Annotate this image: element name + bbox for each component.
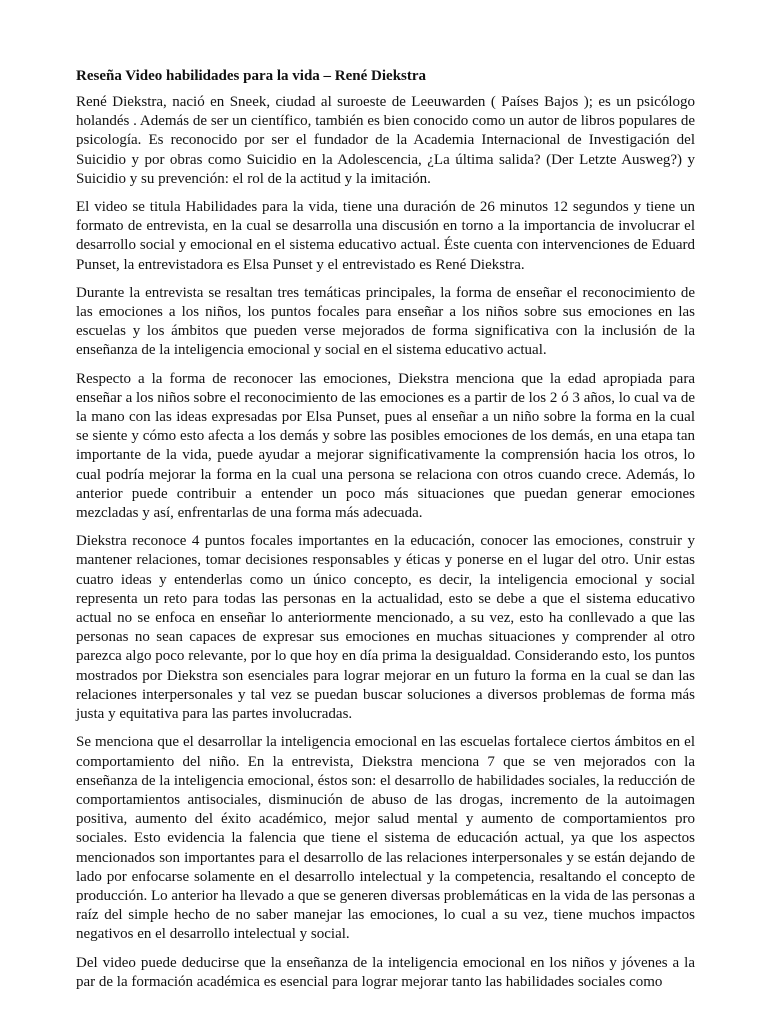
- document-title: Reseña Video habilidades para la vida – René Diekstra: [76, 68, 427, 84]
- paragraph-video-description: El video se titula Habilidades para la vida, tiene una duración de 26 minutos 12 segundos y tiene un formato de entrevista, en la cual se desarrolla una discusión en torno a la importancia de involucrar el desarrollo social y emocional en el sistema educativo actual. Éste cuenta con intervenciones de Eduard Punset, la entrevistadora es Elsa Punset y el entrevistado es René Diekstra.: [76, 199, 695, 273]
- paragraph-main-themes: Durante la entrevista se resaltan tres temáticas principales, la forma de enseñar el reconocimiento de las emociones a los niños, los puntos focales para enseñar a los niños sobre sus emociones en las escuelas y los ámbitos que pueden verse mejorados de forma significativa con la inclusión de la enseñanza de la inteligencia emocional y social en el sistema educativo actual.: [76, 284, 695, 359]
- paragraph-author-bio: René Diekstra, nació en Sneek, ciudad al suroeste de Leeuwarden ( Países Bajos ); es un psicólogo holandés . Además de ser un científico, también es bien conocido como un autor de libros populares de psicología. Es reconocido por ser el fundador de la Academia Internacional de Investigación del Suicidio y por obras como Suicidio en la Adolescencia, ¿La última salida? (Der Letzte Ausweg?) y Suicidio y su prevención: el rol de la actitud y la imitación.: [76, 94, 695, 187]
- document-page: [76, 66, 695, 1001]
- paragraph-focal-points: Diekstra reconoce 4 puntos focales importantes en la educación, conocer las emociones, construir y mantener relaciones, tomar decisiones responsables y éticas y ponerse en el lugar del otro. Unir estas cuatro ideas y entenderlas como un único concepto, es decir, la inteligencia emocional y social representa un reto para todas las personas en la actualidad, esto se debe a que el sistema educativo actual no se enfoca en enseñar lo anteriormente mencionado, a su vez, esto ha conllevado a que las personas no sean capaces de expresar sus emociones en muchas situaciones y comprender al otro parezca algo poco relevante, por lo que hoy en día prima la desigualdad. Considerando esto, los puntos mostrados por Diekstra son esenciales para lograr mejorar en un futuro la forma en la cual se dan las relaciones interpersonales y tal vez se puedan buscar soluciones a diversos problemas de forma más justa y equitativa para las partes involucradas.: [76, 533, 695, 723]
- paragraph-conclusion: Del video puede deducirse que la enseñanza de la inteligencia emocional en los niños y jóvenes a la par de la formación académica es esencial para lograr mejorar tanto las habilidades sociales como: [76, 954, 695, 990]
- paragraph-improved-areas: Se menciona que el desarrollar la inteligencia emocional en las escuelas fortalece ciertos ámbitos en el comportamiento del niño. En la entrevista, Diekstra menciona 7 que se ven mejorados con la enseñanza de la inteligencia emocional, éstos son: el desarrollo de habilidades sociales, la reducción de comportamientos antisociales, disminución de abuso de las drogas, incremento de la autoimagen positiva, aumento del éxito académico, mejor salud mental y aumento de comportamientos pro sociales. Esto evidencia la falencia que tiene el sistema de educación actual, ya que los aspectos mencionados son importantes para el desarrollo de las relaciones interpersonales y se están dejando de lado por enfocarse solamente en el desarrollo intelectual y la competencia, resaltando el concepto de producción. Lo anterior ha llevado a que se generen diversas problemáticas en la vida de las personas a raíz del simple hecho de no saber manejar las emociones, lo cual a su vez, tiene muchos impactos negativos en el desarrollo intelectual y social.: [76, 734, 695, 943]
- paragraph-recognizing-emotions: Respecto a la forma de reconocer las emociones, Diekstra menciona que la edad apropiada para enseñar a los niños sobre el reconocimiento de las emociones es a partir de los 2 ó 3 años, lo cual va de la mano con las ideas expresadas por Elsa Punset, pues al enseñar a un niño sobre la forma en la cual se siente y cómo esto afecta a los demás y sobre las posibles emociones de los demás, en una etapa tan importante de la vida, puede ayudar a mejorar significativamente la comprensión hacia los otros, lo cual podría mejorar la forma en la cual una persona se relaciona con otros cuando crece. Además, lo anterior puede contribuir a entender un poco más situaciones que puedan generar emociones mezcladas y así, enfrentarlas de una forma más adecuada.: [76, 370, 695, 522]
